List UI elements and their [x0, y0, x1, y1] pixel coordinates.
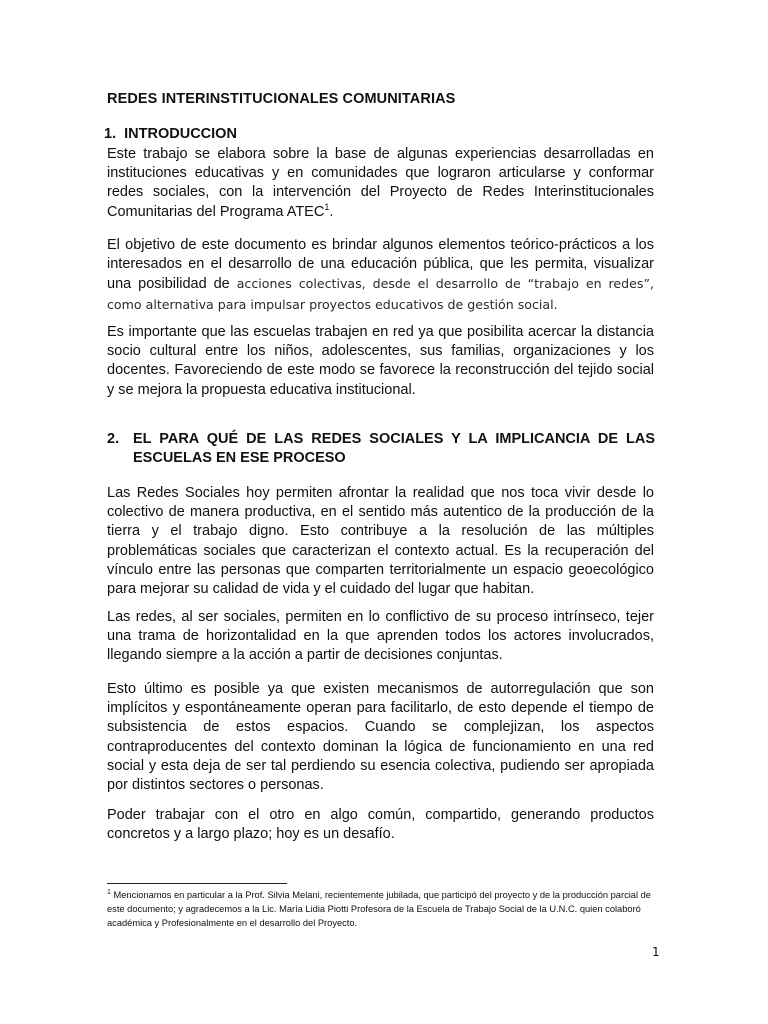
footnote-marker: 1 — [107, 888, 111, 896]
intro-paragraph-2-text-b: acciones colectivas, desde el desarrollo de “trabajo en redes”, como alternativa para impulsar proyectos educativos de gestión social. — [107, 276, 654, 312]
section-1-title: INTRODUCCION — [124, 126, 237, 142]
document-title: REDES INTERINSTITUCIONALES COMUNITARIAS — [107, 91, 456, 107]
section-2-paragraph-4: Poder trabajar con el otro en algo común, compartido, generando productos concretos y a largo plazo; hoy es un desafío. — [107, 807, 654, 843]
section-2-number: 2. — [107, 431, 120, 447]
section-2-paragraph-3: Esto último es posible ya que existen mecanismos de autorregulación que son implícitos y espontáneamente operan para facilitarlo, de esto depende el tiempo de subsistencia de estos espacios. Cuando se complejizan, los aspectos contraproducentes del contexto dominan la lógica de funcionamiento en una red social y esta deja de ser tal perdiendo su esencia colectiva, pudiendo ser apropiada por distintos sectores o personas. — [107, 681, 654, 794]
section-2-paragraph-2: Las redes, al ser sociales, permiten en lo conflictivo de su proceso intrínseco, tejer una trama de horizontalidad en la que aprenden todos los actores involucrados, llegando siempre a la acción a partir de decisiones conjuntas. — [107, 609, 654, 664]
intro-paragraph-1-text: Este trabajo se elabora sobre la base de algunas experiencias desarrolladas en instituciones educativas y en comunidades que lograron articularse y conformar redes sociales, con la intervención del Proyecto de Redes Interinstitucionales Comunitarias del Programa ATEC — [107, 146, 654, 220]
footnote-divider — [107, 883, 287, 884]
intro-paragraph-1 — [107, 145, 654, 222]
footnote-reference[interactable]: 1 — [324, 201, 330, 212]
section-2-paragraph-1: Las Redes Sociales hoy permiten afrontar la realidad que nos toca vivir desde lo colectivo de manera productiva, en el sentido más autentico de la producción de la tierra y el trabajo digno. Esto contribuye a la resolución de las múltiples problemáticas sociales que caracterizan el contexto actual. Es la recuperación del vínculo entre las personas que comparten territorialmente un espacio geoecológico para mejorar su calidad de vida y el cuidado del lugar que habitan. — [107, 485, 654, 598]
section-2-title: EL PARA QUÉ DE LAS REDES SOCIALES Y LA IMPLICANCIA DE LAS ESCUELAS EN ESE PROCESO — [133, 431, 655, 466]
page-number: 1 — [652, 945, 660, 959]
footnote — [107, 888, 655, 930]
intro-paragraph-2 — [107, 236, 654, 315]
intro-paragraph-2-text-a: El objetivo de este documento es brindar algunos elementos teórico-prácticos a los interesados en el desarrollo de una educación pública, que les permita, visualizar una posibilidad de — [107, 237, 654, 293]
section-1-heading — [104, 126, 237, 142]
section-2-heading — [107, 430, 655, 468]
intro-paragraph-3: Es importante que las escuelas trabajen en red ya que posibilita acercar la distancia socio cultural entre los niños, adolescentes, sus familias, organizaciones y los docentes. Favoreciendo de este modo se favorece la reconstrucción del tejido social y se mejora la propuesta educativa institucional. — [107, 324, 654, 398]
section-1-number: 1. — [104, 126, 117, 142]
intro-paragraph-1-end: . — [329, 203, 334, 220]
footnote-text: Mencionamos en particular a la Prof. Silvia Melani, recientemente jubilada, que participó del proyecto y de la producción parcial de este documento; y agradecemos a la Lic. María Lidia Piotti Profesora de la Escuela de Trabajo Social de la U.N.C. quien colaboró académica y Profesionalmente en el desarrollo del Proyecto. — [107, 890, 651, 928]
